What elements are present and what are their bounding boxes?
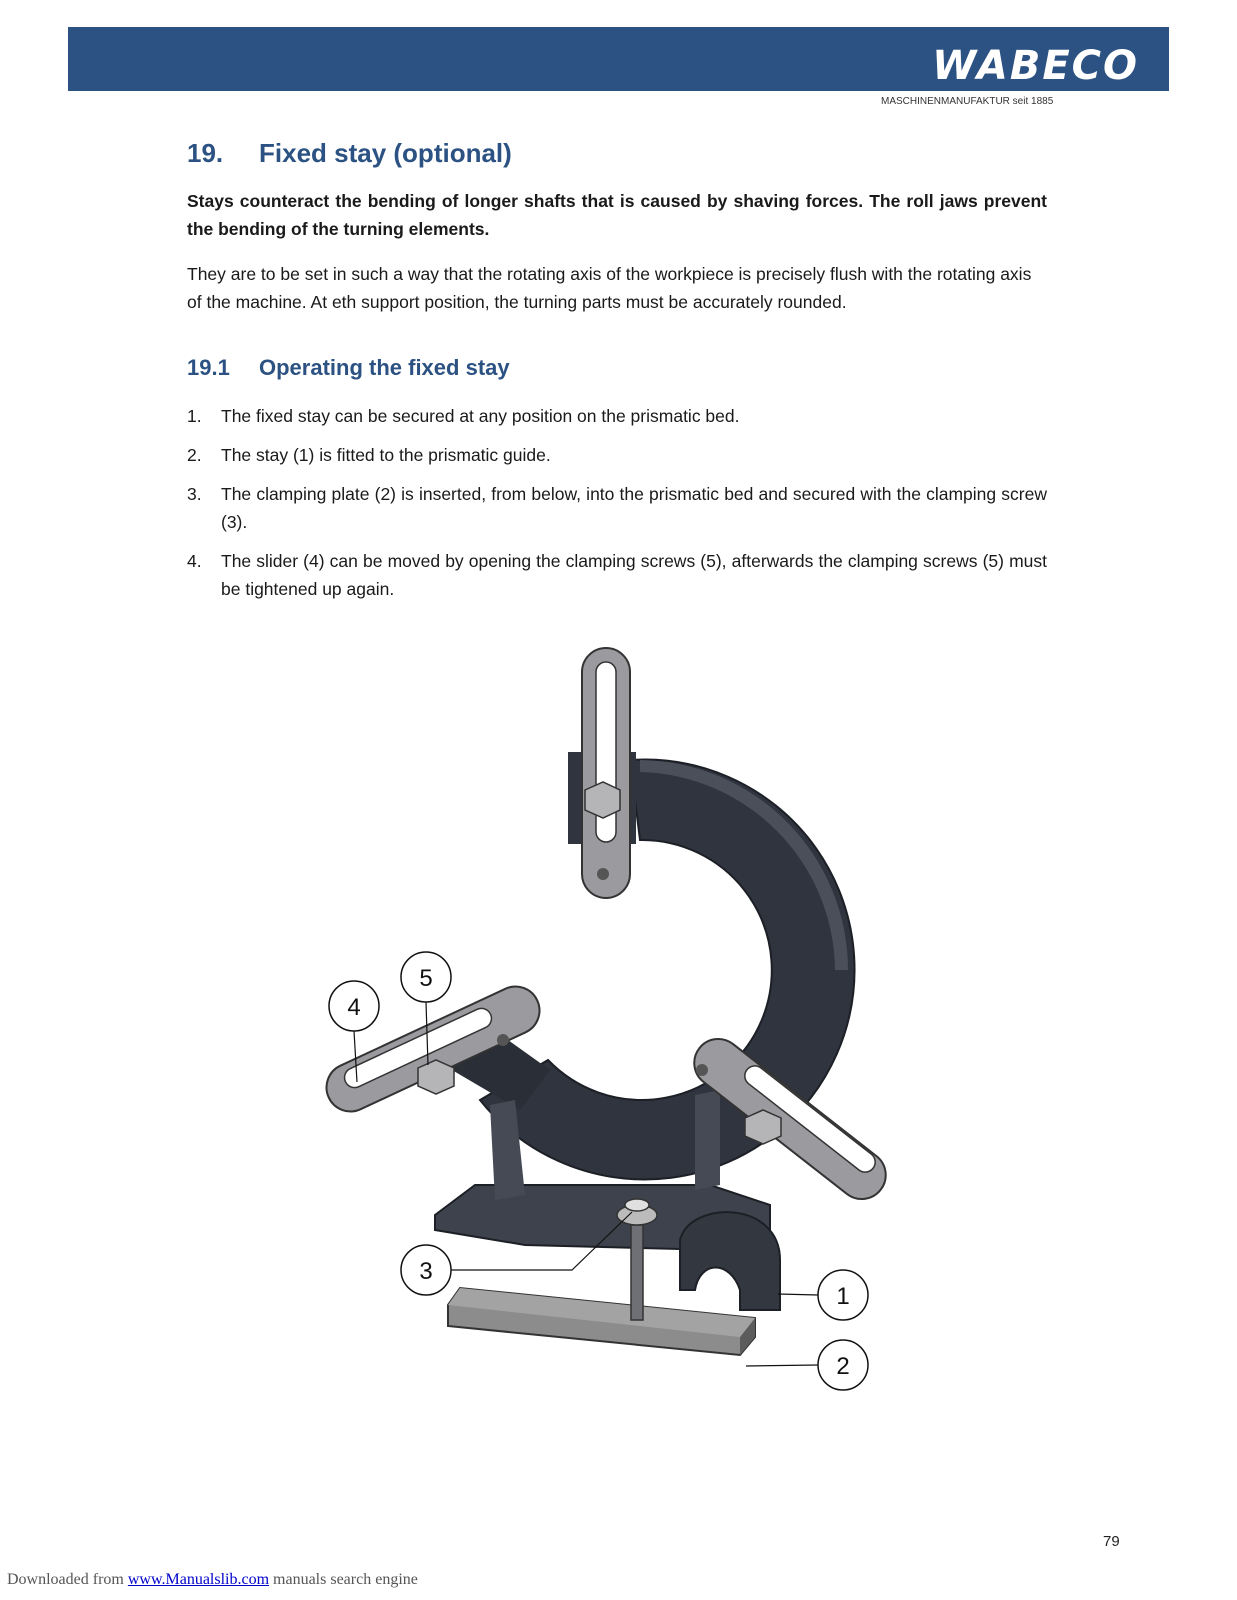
callout-2 [746,1340,868,1390]
manualslib-link[interactable]: www.Manualslib.com [127,1571,270,1588]
fixed-stay-illustration [300,640,940,1420]
page-number: 79 [1103,1533,1120,1550]
subsection-number: 19.1 [187,355,230,380]
top-slider [568,648,636,898]
step-number: 3. [187,484,202,504]
step-text: The clamping plate (2) is inserted, from below, into the prismatic bed and secured with the clamping screw (3). [221,484,1047,532]
intro-paragraph: They are to be set in such a way that the rotating axis of the workpiece is precisely flush with the rotating axis of the machine. At eth support position, the turning parts must be accurately rounded. [187,264,1032,312]
footer [7,1571,418,1589]
section-title: Fixed stay (optional) [259,138,512,168]
logo-tagline: MASCHINENMANUFAKTUR seit 1885 [881,96,1054,107]
clamping-screw [617,1199,657,1320]
subsection-title: Operating the fixed stay [259,355,510,380]
step-number: 1. [187,406,202,426]
section-number: 19. [187,138,224,168]
callout-3-label: 3 [419,1258,433,1285]
callout-2-label: 2 [836,1353,850,1380]
step-item [187,547,1047,603]
step-item [187,480,1047,536]
section-heading [187,138,512,169]
subsection-heading [187,355,510,381]
step-item [187,441,1047,469]
footer-prefix: Downloaded from [7,1571,128,1588]
step-item [187,402,1047,430]
callout-1 [778,1270,868,1320]
step-text: The fixed stay can be secured at any position on the prismatic bed. [221,406,740,426]
steps-list [187,402,1047,614]
step-number: 4. [187,551,202,571]
step-number: 2. [187,445,202,465]
wabeco-logo: WABECO [932,43,1139,89]
clamping-plate [448,1288,755,1355]
intro-bold-paragraph: Stays counteract the bending of longer shafts that is caused by shaving forces. The roll jaws prevent the bending of the turning elements. [187,191,1047,239]
footer-suffix: manuals search engine [269,1571,418,1588]
callout-4-label: 4 [347,994,361,1021]
callout-1-label: 1 [836,1283,850,1310]
callout-5-label: 5 [419,965,433,992]
step-text: The stay (1) is fitted to the prismatic guide. [221,445,551,465]
step-text: The slider (4) can be moved by opening the clamping screws (5), afterwards the clamping screws (5) must be tightened up again. [221,551,1047,599]
